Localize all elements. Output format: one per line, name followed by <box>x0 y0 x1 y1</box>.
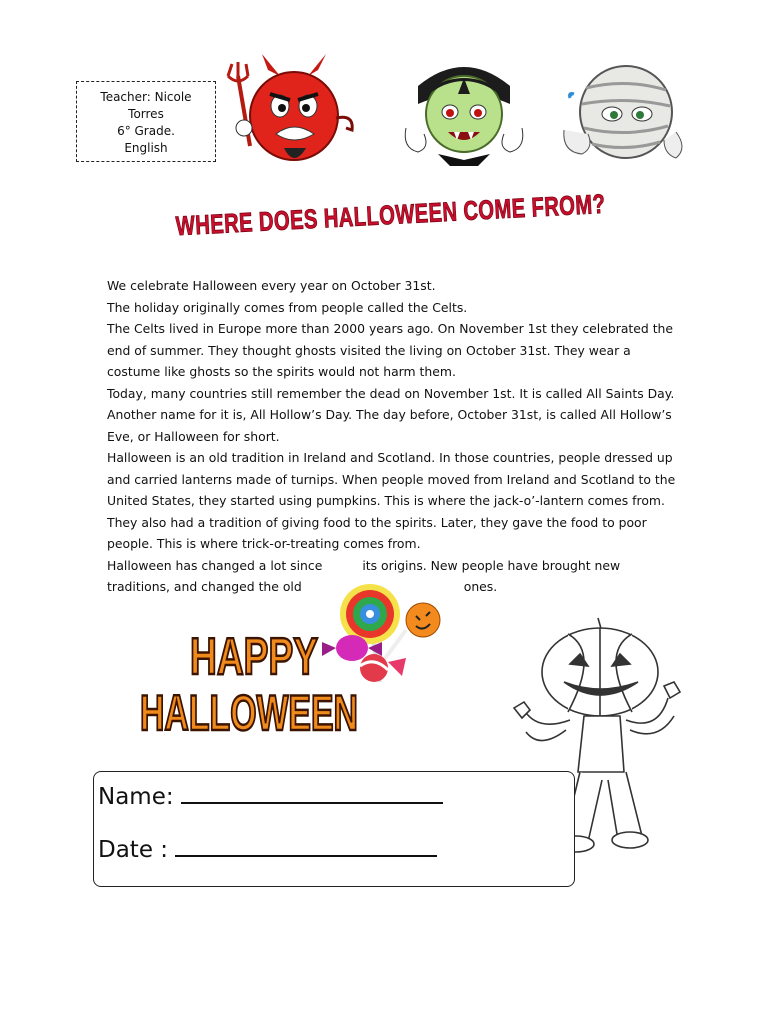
passage-line: end of summer. They thought ghosts visited the living on October 31st. They wear a <box>107 342 631 358</box>
banner-line-halloween: HALLOWEEN <box>140 685 358 741</box>
passage-line: The holiday originally comes from people called the Celts. <box>107 299 468 315</box>
page-title <box>0 181 768 250</box>
subject-line: English <box>124 141 168 155</box>
passage-line: and carried lanterns made of turnips. When people moved from Ireland and Scotland to the <box>107 471 676 487</box>
name-field[interactable] <box>181 780 443 804</box>
passage-line: We celebrate Halloween every year on October 31st. <box>107 278 436 293</box>
passage-line: They also had a tradition of giving food to the spirits. Later, they gave the food to poor <box>107 514 647 530</box>
date-field[interactable] <box>175 833 437 857</box>
reading-passage <box>107 275 676 598</box>
devil-illustration <box>228 56 358 171</box>
passage-line: Today, many countries still remember the dead on November 1st. It is called All Saints Day. <box>107 385 675 401</box>
date-field-row <box>98 833 437 863</box>
passage-line: Another name for it is, All Hollow’s Day. The day before, October 31st, is called All Hollow’s <box>107 407 672 422</box>
passage-line: people. This is where trick-or-treating comes from. <box>107 536 421 551</box>
passage-line: The Celts lived in Europe more than 2000 years ago. On November 1st they celebrated the <box>107 321 674 336</box>
passage-line <box>107 555 667 577</box>
passage-line: costume like ghosts so the spirits would not harm them. <box>107 364 456 379</box>
teacher-surname-line: Torres <box>128 107 164 121</box>
name-label: Name: <box>98 784 174 810</box>
teacher-info-box <box>76 81 216 162</box>
date-label: Date : <box>98 837 169 863</box>
passage-line: Halloween is an old tradition in Ireland and Scotland. In those countries, people dressed up <box>107 450 673 465</box>
passage-fragment: its origins. New people have brought new <box>362 557 621 573</box>
passage-line: United States, they started using pumpkins. This is where the jack-o’-lantern comes from. <box>107 493 665 508</box>
mummy-illustration <box>560 52 690 166</box>
name-date-box <box>93 771 575 887</box>
vampire-illustration <box>398 56 528 166</box>
teacher-name-line: Teacher: Nicole <box>100 90 192 104</box>
title-text: WHERE DOES HALLOWEEN COME FROM? <box>175 181 750 242</box>
happy-halloween-banner <box>132 612 364 752</box>
name-field-row <box>98 780 443 810</box>
grade-line: 6° Grade. <box>117 124 175 138</box>
passage-fragment: traditions, and changed the old <box>107 579 302 594</box>
passage-fragment: Halloween has changed a lot since <box>107 557 323 573</box>
passage-fragment: ones. <box>463 579 498 594</box>
passage-line: Eve, or Halloween for short. <box>107 428 280 444</box>
banner-line-happy: HAPPY <box>190 628 318 686</box>
